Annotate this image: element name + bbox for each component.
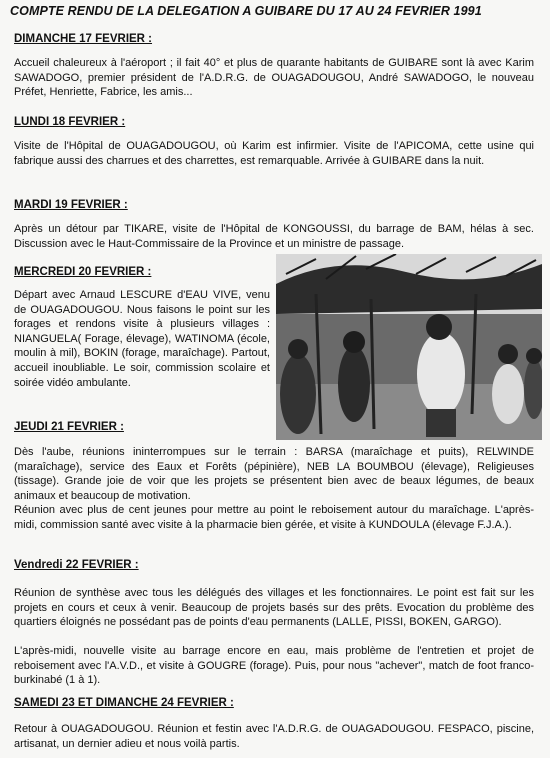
day-heading-tuesday: MARDI 19 FEVRIER : bbox=[14, 199, 128, 211]
paragraph-friday-1: Réunion de synthèse avec tous les délégués des villages et les fonctionnaires. Le point est fait sur les projets en cours et ceux à venir. Beaucoup de projets basés sur des prêts. Evocation du problème des quartiers éloignés ne possédant pas de points d'eau permanents (LALLE, PISSI, BOKEN, GARGO). bbox=[14, 587, 534, 629]
photo-village-meeting-image bbox=[276, 254, 542, 440]
paragraph-weekend: Retour à OUAGADOUGOU. Réunion et festin avec l'A.D.R.G. de OUAGADOUGOU. FESPACO, piscine, artisanat, un dernier adieu et nous voilà partis. bbox=[14, 723, 534, 750]
paragraph-sunday: Accueil chaleureux à l'aéroport ; il fait 40° et plus de quarante habitants de GUIBARE sont là avec Karim SAWADOGO, premier président de l'A.D.R.G. de OUAGADOUGOU, André SAWADOGO, le nouveau Préfet, Henriette, Fabrice, les amis... bbox=[14, 57, 534, 99]
day-heading-monday: LUNDI 18 FEVRIER : bbox=[14, 116, 126, 128]
day-heading-sunday: DIMANCHE 17 FEVRIER : bbox=[14, 33, 153, 45]
paragraph-tuesday: Après un détour par TIKARE, visite de l'Hôpital de KONGOUSSI, du barrage de BAM, hélas à sec. Discussion avec le Haut-Commissaire de la Province et un ministre de passage. bbox=[14, 223, 534, 250]
paragraph-thursday-2: Réunion avec plus de cent jeunes pour mettre au point le reboisement autour du maraîchage. L'après-midi, commission santé avec visite à la pharmacie bien gérée, et visite à KUNDOULA (élevage F.J.A.). bbox=[14, 504, 534, 531]
day-heading-wednesday: MERCREDI 20 FEVRIER : bbox=[14, 266, 152, 278]
document-title: COMPTE RENDU DE LA DELEGATION A GUIBARE DU 17 AU 24 FEVRIER 1991 bbox=[10, 4, 482, 18]
paragraph-wednesday: Départ avec Arnaud LESCURE d'EAU VIVE, venu de OUAGADOUGOU. Nous faisons le point sur les forages et rendons visite à plusieurs villages : NIANGUELA( Forage, élevage), WATINOMA (école, moulin à mil), BOKIN (forage, maraîchage). Partout, accueil inoubliable. Le soir, commission scolaire et soirée vidéo ambulante. bbox=[14, 289, 270, 389]
day-heading-friday: Vendredi 22 FEVRIER : bbox=[14, 559, 139, 571]
paragraph-thursday-1: Dès l'aube, réunions ininterrompues sur le terrain : BARSA (maraîchage et puits), RELWINDE (maraîchage), service des Eaux et Forêts (pépinière), NEB LA BOUMBOU (élevage), Religieuses (tissage). Grande joie de voir que les projets se présentent bien avec de beaux légumes, de beaux animaux et beaucoup de motivation. bbox=[14, 446, 534, 502]
paragraph-monday: Visite de l'Hôpital de OUAGADOUGOU, où Karim est infirmier. Visite de l'APICOMA, cette usine qui fabrique aussi des charrues et des charrettes, est remarquable. Arrivée à GUIBARE dans la nuit. bbox=[14, 140, 534, 167]
day-heading-weekend: SAMEDI 23 ET DIMANCHE 24 FEVRIER : bbox=[14, 697, 234, 709]
day-heading-thursday: JEUDI 21 FEVRIER : bbox=[14, 421, 124, 433]
photo-village-meeting bbox=[276, 254, 542, 440]
paragraph-friday-2: L'après-midi, nouvelle visite au barrage encore en eau, mais problème de l'entretien et projet de reboisement avec l'A.V.D., et visite à GOUGRE (forage). Puis, pour nous "achever", match de foot franco-burkinabé (1 à 1). bbox=[14, 645, 534, 687]
